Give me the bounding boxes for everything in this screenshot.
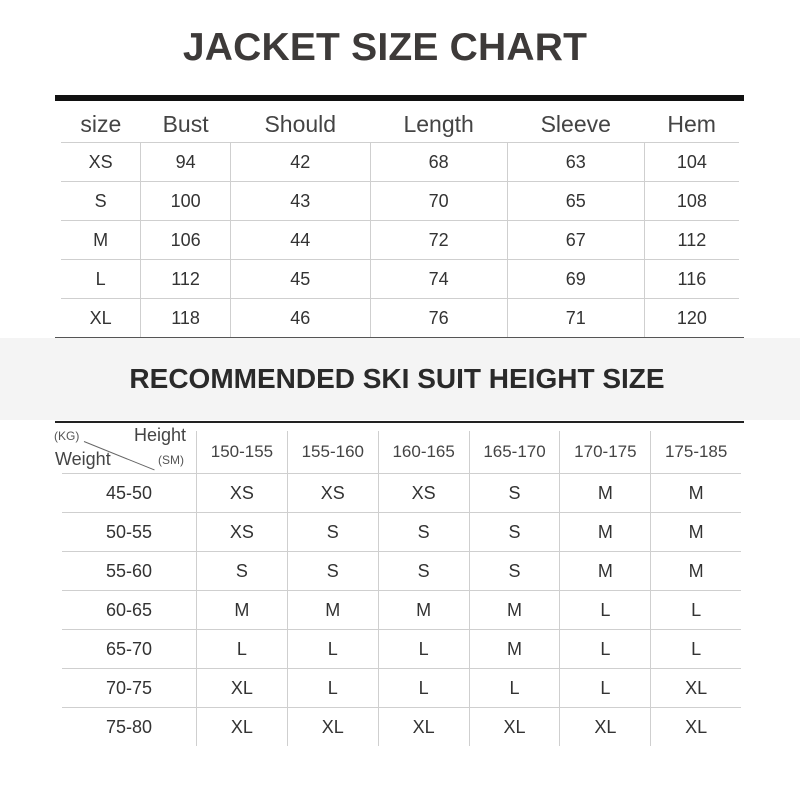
shoulder-cell: 43 <box>230 182 370 221</box>
size-cell: S <box>378 552 469 591</box>
bust-cell: 100 <box>141 182 231 221</box>
size-cell: S <box>287 552 378 591</box>
size-cell: M <box>469 591 560 630</box>
size-cell: L <box>651 591 741 630</box>
size-cell: L <box>560 669 651 708</box>
bust-cell: 106 <box>141 221 231 260</box>
table-row <box>61 182 739 221</box>
size-cell: L <box>560 630 651 669</box>
sleeve-cell: 71 <box>507 299 644 338</box>
shoulder-cell: 44 <box>230 221 370 260</box>
table-row <box>62 591 741 630</box>
table-row <box>61 221 739 260</box>
size-cell: S <box>469 552 560 591</box>
column-header: Should <box>230 106 370 143</box>
size-cell: S <box>469 513 560 552</box>
sleeve-cell: 67 <box>507 221 644 260</box>
ski-suit-height-size-title: RECOMMENDED SKI SUIT HEIGHT SIZE <box>129 363 665 394</box>
length-cell: 74 <box>370 260 507 299</box>
size-cell: XL <box>651 669 741 708</box>
column-header: Bust <box>141 106 231 143</box>
table-row <box>62 513 741 552</box>
weight-range-cell: 55-60 <box>62 552 197 591</box>
weight-range-cell: 70-75 <box>62 669 197 708</box>
table-row <box>62 669 741 708</box>
size-cell: L <box>197 630 288 669</box>
size-cell: S <box>469 474 560 513</box>
size-cell: L <box>469 669 560 708</box>
hem-cell: 116 <box>644 260 739 299</box>
table-row <box>61 299 739 338</box>
ski-table-top-line <box>55 421 744 423</box>
size-cell: XS <box>287 474 378 513</box>
column-header: Sleeve <box>507 106 644 143</box>
sm-unit-label: (SM) <box>158 453 184 467</box>
size-cell: S <box>378 513 469 552</box>
size-cell: XL <box>378 708 469 747</box>
length-cell: 76 <box>370 299 507 338</box>
table-row <box>61 260 739 299</box>
size-cell: M <box>651 513 741 552</box>
size-cell: XL <box>469 708 560 747</box>
size-cell: XL <box>89 307 112 328</box>
size-cell: XL <box>651 708 741 747</box>
size-cell: XS <box>378 474 469 513</box>
size-cell: S <box>61 182 141 221</box>
weight-range-cell: 65-70 <box>62 630 197 669</box>
table-row <box>62 474 741 513</box>
weight-range-cell: 60-65 <box>62 591 197 630</box>
size-cell: M <box>560 552 651 591</box>
height-range-header: 170-175 <box>560 431 651 474</box>
ski-suit-size-table <box>54 425 741 746</box>
ski-header-row <box>62 431 741 474</box>
shoulder-cell: 45 <box>230 260 370 299</box>
height-range-header: 165-170 <box>469 431 560 474</box>
hem-cell: 120 <box>644 299 739 338</box>
size-cell: XL <box>197 708 288 747</box>
sleeve-cell: 63 <box>507 143 644 182</box>
sleeve-cell: 65 <box>507 182 644 221</box>
hem-cell: 108 <box>644 182 739 221</box>
size-cell: L <box>61 260 141 299</box>
column-header: Length <box>370 106 507 143</box>
size-cell: S <box>287 513 378 552</box>
bust-cell: 94 <box>141 143 231 182</box>
jacket-size-chart-title: JACKET SIZE CHART <box>182 26 588 69</box>
size-cell: M <box>378 591 469 630</box>
height-range-header: 160-165 <box>378 431 469 474</box>
size-cell: L <box>287 630 378 669</box>
size-cell: M <box>651 474 741 513</box>
corner-header-cell <box>54 425 197 474</box>
shoulder-cell: 46 <box>230 299 370 338</box>
hem-cell: 112 <box>644 221 739 260</box>
weight-range-cell: 50-55 <box>62 513 197 552</box>
size-cell: L <box>651 630 741 669</box>
length-cell: 72 <box>370 221 507 260</box>
weight-range-cell: 75-80 <box>105 716 153 737</box>
table-row <box>61 143 739 182</box>
length-cell: 68 <box>370 143 507 182</box>
length-cell: 70 <box>370 182 507 221</box>
hem-cell: 104 <box>644 143 739 182</box>
height-label: Height <box>134 425 187 445</box>
size-cell: XL <box>287 708 378 747</box>
size-cell: M <box>197 591 288 630</box>
size-cell: XL <box>197 669 288 708</box>
height-range-header: 155-160 <box>287 431 378 474</box>
jacket-header-row <box>61 106 739 143</box>
size-cell: XS <box>197 474 288 513</box>
bust-cell: 112 <box>141 260 231 299</box>
size-cell: M <box>287 591 378 630</box>
size-cell: XS <box>197 513 288 552</box>
column-header: Hem <box>644 106 739 143</box>
table-row <box>62 708 741 747</box>
size-cell: M <box>651 552 741 591</box>
size-cell: L <box>378 630 469 669</box>
size-cell: M <box>560 474 651 513</box>
shoulder-cell: 42 <box>230 143 370 182</box>
top-divider <box>55 95 744 101</box>
height-range-header: 175-185 <box>651 431 741 474</box>
size-cell: L <box>378 669 469 708</box>
jacket-size-table <box>61 106 739 337</box>
height-range-header: 150-155 <box>197 431 288 474</box>
size-cell: M <box>560 513 651 552</box>
size-cell: XL <box>560 708 651 747</box>
table-row <box>62 552 741 591</box>
weight-range-cell: 45-50 <box>62 474 197 513</box>
size-cell: L <box>287 669 378 708</box>
column-header: size <box>61 106 141 143</box>
sleeve-cell: 69 <box>507 260 644 299</box>
table-row <box>62 630 741 669</box>
size-cell: S <box>197 552 288 591</box>
size-cell: M <box>469 630 560 669</box>
kg-unit-label: (KG) <box>54 429 80 443</box>
size-cell: XS <box>61 143 141 182</box>
weight-label: Weight <box>55 449 111 469</box>
size-cell: L <box>560 591 651 630</box>
bust-cell: 118 <box>141 299 231 338</box>
size-cell: M <box>61 221 141 260</box>
